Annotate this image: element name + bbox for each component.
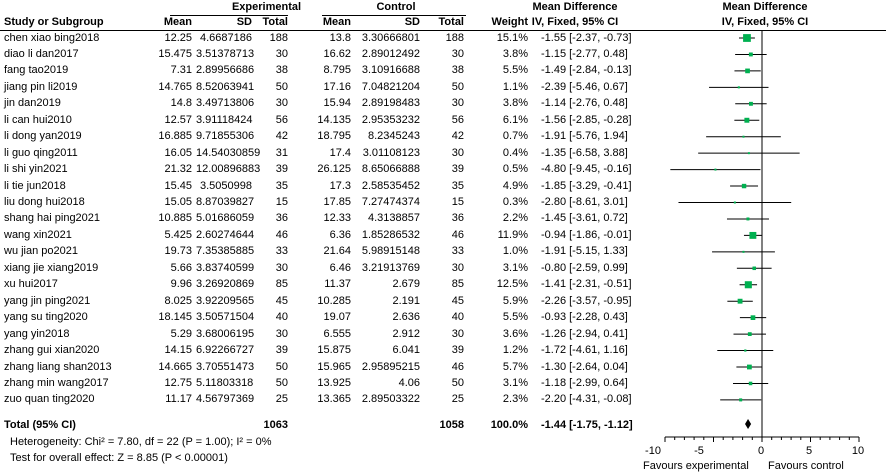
study-name: liu dong hui2018: [4, 196, 85, 208]
sd-experimental: 3.70551473: [196, 360, 255, 373]
weight: 11.9%: [497, 228, 528, 241]
ci-text: -1.45 [-3.61, 0.72]: [541, 212, 628, 225]
column-header-mean-control: Mean: [322, 16, 351, 28]
mean-experimental: 12.75: [164, 376, 192, 389]
ci-text: -1.30 [-2.64, 0.04]: [541, 360, 628, 373]
study-name: li can hui2010: [4, 113, 72, 126]
total-experimental: 50: [275, 376, 288, 389]
mean-experimental: 11.17: [165, 393, 192, 406]
total-experimental: 56: [275, 113, 288, 126]
sd-control: 7.04821204: [361, 80, 420, 93]
study-name: yang jin ping2021: [4, 294, 91, 307]
mean-experimental: 14.665: [158, 360, 192, 373]
total-control: 35: [451, 179, 464, 192]
mean-control: 15.965: [317, 360, 351, 373]
mean-experimental: 12.57: [164, 113, 192, 126]
weight: 3.8%: [502, 97, 528, 110]
column-header-md-method-right: IV, Fixed, 95% CI: [721, 16, 809, 28]
ci-text: -2.20 [-4.31, -0.08]: [541, 393, 632, 406]
column-header-weight: Weight: [491, 16, 528, 28]
ci-text: -1.41 [-2.31, -0.51]: [541, 278, 632, 291]
mean-experimental: 18.145: [158, 311, 192, 324]
study-name: jin dan2019: [4, 97, 61, 110]
study-name: li shi yin2021: [4, 163, 68, 176]
study-marker: [744, 118, 749, 123]
mean-control: 17.16: [323, 80, 351, 93]
sd-control: 8.2345243: [368, 130, 420, 143]
study-name: fang tao2019: [4, 64, 69, 77]
study-name: yang su ting2020: [4, 311, 88, 324]
total-control: 25: [451, 393, 464, 406]
total-control: 36: [451, 212, 464, 225]
total-experimental: 35: [275, 179, 288, 192]
column-header-study: Study or Subgroup: [4, 16, 104, 28]
ci-text: -1.91 [-5.15, 1.33]: [541, 245, 628, 258]
mean-experimental: 7.31: [170, 64, 192, 77]
total-control: 50: [451, 80, 464, 93]
study-marker: [714, 169, 716, 171]
total-experimental: 25: [275, 393, 288, 406]
ci-text: -1.85 [-3.29, -0.41]: [541, 179, 632, 192]
study-marker: [748, 332, 752, 336]
weight: 3.8%: [502, 47, 528, 60]
total-experimental: 50: [275, 80, 288, 93]
total-control: 46: [451, 228, 464, 241]
mean-control: 21.64: [323, 245, 351, 258]
study-marker: [746, 217, 749, 220]
mean-experimental: 14.15: [164, 344, 192, 357]
study-marker: [738, 299, 743, 304]
study-name: li guo qing2011: [4, 146, 78, 159]
favours-experimental-label: Favours experimental: [643, 460, 749, 472]
sd-experimental: 8.52063941: [196, 80, 255, 93]
column-header-total-control: Total: [438, 16, 464, 28]
mean-control: 10.285: [317, 294, 351, 307]
sd-control: 2.95353232: [361, 113, 420, 126]
total-experimental: 30: [275, 261, 288, 274]
weight: 3.1%: [502, 261, 528, 274]
sd-control: 2.89198483: [361, 97, 420, 110]
mean-experimental: 16.885: [158, 130, 192, 143]
total-control: 30: [451, 47, 464, 60]
sd-experimental: 4.6687186: [200, 31, 252, 44]
weight: 5.5%: [502, 64, 528, 77]
sd-experimental: 3.51378713: [196, 47, 255, 60]
study-name: wang xin2021: [4, 228, 72, 241]
x-tick-label-neg10: -10: [645, 445, 661, 457]
sd-experimental: 3.68006195: [196, 327, 255, 340]
sd-experimental: 3.50571504: [196, 311, 255, 324]
weight: 1.0%: [502, 245, 528, 258]
study-name: zhang min wang2017: [4, 376, 109, 389]
study-name: yang yin2018: [4, 327, 70, 340]
x-tick-label-0: 0: [757, 445, 765, 457]
sd-control: 2.89012492: [361, 47, 420, 60]
weight: 1.2%: [502, 344, 528, 357]
sd-experimental: 8.87039827: [196, 196, 255, 208]
ci-text: -1.55 [-2.37, -0.73]: [541, 31, 632, 44]
group-header-experimental: Experimental: [231, 1, 302, 13]
mean-control: 17.3: [329, 179, 351, 192]
total-control: 39: [451, 344, 464, 357]
weight: 0.7%: [502, 130, 528, 143]
study-marker: [747, 365, 752, 370]
sd-control: 2.912: [392, 327, 420, 340]
group-header-md-left: Mean Difference: [532, 1, 618, 13]
total-control: 30: [451, 97, 464, 110]
sd-experimental: 12.00896883: [196, 163, 261, 176]
overall-effect-text: Test for overall effect: Z = 8.85 (P < 0.00001): [10, 452, 228, 464]
total-ci-text: -1.44 [-1.75, -1.12]: [541, 419, 633, 431]
mean-control: 6.36: [329, 228, 351, 241]
study-marker: [742, 184, 746, 188]
study-marker: [749, 382, 753, 386]
total-control: 40: [451, 311, 464, 324]
sd-control: 2.89503322: [361, 393, 420, 406]
sd-experimental: 5.01686059: [196, 212, 255, 225]
ci-text: -2.26 [-3.57, -0.95]: [541, 294, 632, 307]
study-marker: [734, 202, 736, 204]
sd-experimental: 4.56797369: [196, 393, 255, 406]
sd-control: 4.06: [398, 376, 420, 389]
total-experimental: 42: [275, 130, 288, 143]
mean-experimental: 19.73: [164, 245, 192, 258]
sd-experimental: 2.89956686: [196, 64, 255, 77]
total-control: 42: [451, 130, 464, 143]
study-name: xu hui2017: [4, 278, 58, 291]
study-marker: [749, 53, 753, 57]
study-name: li tie jun2018: [4, 179, 66, 192]
study-name: zhang gui xian2020: [4, 344, 100, 357]
total-experimental: 30: [275, 47, 288, 60]
study-name: xiang jie xiang2019: [4, 261, 99, 274]
sd-control: 3.01108123: [362, 146, 420, 159]
mean-control: 13.365: [317, 393, 351, 406]
weight: 15.1%: [496, 31, 528, 44]
mean-control: 13.925: [317, 376, 351, 389]
mean-experimental: 16.05: [164, 146, 192, 159]
mean-experimental: 12.25: [164, 31, 192, 44]
mean-control: 15.875: [317, 344, 351, 357]
mean-control: 26.125: [317, 163, 351, 176]
total-experimental: 39: [275, 344, 288, 357]
mean-control: 6.555: [323, 327, 351, 340]
study-name: jiang pin li2019: [4, 80, 78, 93]
weight: 2.3%: [502, 393, 528, 406]
sd-control: 2.191: [392, 294, 420, 307]
sd-experimental: 3.49713806: [196, 97, 255, 110]
x-tick-label-5: 5: [805, 445, 813, 457]
ci-text: -2.39 [-5.46, 0.67]: [541, 80, 628, 93]
weight: 5.5%: [502, 311, 528, 324]
total-control: 50: [451, 376, 464, 389]
study-marker: [749, 102, 753, 106]
x-tick-label-10: 10: [851, 445, 865, 457]
ci-text: -1.35 [-6.58, 3.88]: [541, 146, 628, 159]
sd-control: 3.30666801: [361, 31, 420, 44]
mean-control: 13.8: [329, 31, 351, 44]
column-header-total-experimental: Total: [262, 16, 288, 28]
total-control: 38: [451, 64, 464, 77]
mean-experimental: 5.66: [170, 261, 192, 274]
sd-control: 3.10916688: [361, 64, 420, 77]
total-experimental: 36: [275, 212, 288, 225]
mean-control: 14.135: [317, 113, 351, 126]
ci-text: -1.72 [-4.61, 1.16]: [541, 344, 628, 357]
total-weight: 100.0%: [490, 419, 528, 431]
mean-control: 18.795: [317, 130, 351, 143]
ci-text: -0.80 [-2.59, 0.99]: [541, 261, 628, 274]
sd-control: 5.98915148: [361, 245, 420, 258]
total-control: 30: [451, 261, 464, 274]
weight: 0.5%: [502, 163, 528, 176]
total-experimental: 30: [275, 97, 288, 110]
study-marker: [738, 86, 740, 88]
total-control: 39: [451, 163, 464, 176]
total-experimental: 45: [275, 294, 288, 307]
total-experimental: 38: [275, 64, 288, 77]
weight: 4.9%: [502, 179, 528, 192]
total-control: 45: [451, 294, 464, 307]
group-header-control: Control: [376, 1, 416, 13]
sd-experimental: 2.60274644: [196, 228, 255, 241]
total-experimental: 33: [275, 245, 288, 258]
total-label: Total (95% CI): [4, 419, 76, 431]
pooled-diamond: [745, 419, 751, 429]
sd-control: 2.58535452: [361, 179, 420, 192]
total-experimental: 39: [275, 163, 288, 176]
mean-experimental: 14.8: [170, 97, 192, 110]
total-control: 56: [451, 113, 464, 126]
ci-text: -1.15 [-2.77, 0.48]: [541, 47, 628, 60]
x-tick-label-neg5: -5: [694, 445, 704, 457]
sd-control: 2.636: [392, 311, 420, 324]
weight: 12.5%: [496, 278, 528, 291]
column-header-sd-experimental: SD: [236, 16, 252, 28]
weight: 1.1%: [502, 80, 528, 93]
sd-experimental: 9.71855306: [196, 130, 255, 143]
mean-experimental: 15.475: [158, 47, 192, 60]
study-marker: [752, 267, 756, 271]
mean-experimental: 10.885: [158, 212, 192, 225]
total-experimental: 15: [275, 196, 288, 208]
mean-experimental: 15.45: [164, 179, 192, 192]
total-control: 46: [451, 360, 464, 373]
study-name: zuo quan ting2020: [4, 393, 95, 406]
total-experimental: 188: [269, 31, 288, 44]
sd-control: 7.27474374: [361, 196, 420, 208]
mean-experimental: 21.32: [164, 163, 192, 176]
sd-control: 6.041: [392, 344, 420, 357]
total-experimental: 46: [275, 228, 288, 241]
study-name: shang hai ping2021: [4, 212, 101, 225]
total-experimental: 85: [275, 278, 288, 291]
mean-experimental: 8.025: [164, 294, 192, 307]
total-experimental: 40: [275, 311, 288, 324]
weight: 5.7%: [502, 360, 528, 373]
group-header-md-right: Mean Difference: [722, 1, 808, 13]
study-marker: [743, 34, 751, 42]
sd-control: 4.3138857: [368, 212, 420, 225]
mean-control: 19.07: [323, 311, 351, 324]
ci-text: -1.91 [-5.76, 1.94]: [541, 130, 628, 143]
weight: 2.2%: [502, 212, 528, 225]
study-marker: [748, 152, 750, 154]
mean-control: 17.85: [323, 196, 351, 208]
mean-experimental: 14.765: [158, 80, 192, 93]
study-marker: [749, 232, 756, 239]
sd-experimental: 7.35385885: [196, 245, 255, 258]
total-control: 30: [451, 146, 464, 159]
study-marker: [744, 349, 746, 351]
study-name: chen xiao bing2018: [4, 31, 100, 44]
ci-text: -1.14 [-2.76, 0.48]: [541, 97, 628, 110]
mean-experimental: 9.96: [170, 278, 192, 291]
total-n-control: 1058: [439, 419, 464, 431]
column-header-md-method-left: IV, Fixed, 95% CI: [531, 16, 619, 28]
ci-text: -0.93 [-2.28, 0.43]: [541, 311, 628, 324]
favours-control-label: Favours control: [768, 460, 844, 472]
ci-text: -4.80 [-9.45, -0.16]: [541, 163, 632, 176]
heterogeneity-text: Heterogeneity: Chi² = 7.80, df = 22 (P = 1.00); I² = 0%: [10, 436, 272, 448]
mean-control: 8.795: [323, 64, 351, 77]
study-name: wu jian po2021: [4, 245, 79, 258]
sd-experimental: 3.83740599: [196, 261, 255, 274]
total-experimental: 30: [275, 327, 288, 340]
study-marker: [751, 315, 756, 320]
study-marker: [742, 136, 744, 138]
sd-experimental: 3.92209565: [196, 294, 255, 307]
mean-experimental: 15.05: [164, 196, 192, 208]
weight: 0.4%: [502, 146, 528, 159]
study-marker: [742, 251, 744, 253]
mean-experimental: 5.29: [170, 327, 192, 340]
mean-control: 12.33: [323, 212, 351, 225]
weight: 3.6%: [502, 327, 528, 340]
study-name: li dong yan2019: [4, 130, 82, 143]
weight: 5.9%: [502, 294, 528, 307]
sd-control: 1.85286532: [361, 228, 420, 241]
mean-control: 17.4: [329, 146, 351, 159]
weight: 0.3%: [502, 196, 528, 208]
study-marker: [745, 69, 750, 74]
sd-experimental: 3.26920869: [196, 278, 255, 291]
total-experimental: 50: [275, 360, 288, 373]
sd-experimental: 6.92266727: [196, 344, 255, 357]
study-name: diao li dan2017: [4, 47, 79, 60]
sd-control: 3.21913769: [361, 261, 420, 274]
weight: 6.1%: [502, 113, 528, 126]
total-control: 33: [451, 245, 464, 258]
total-control: 188: [445, 31, 464, 44]
column-header-mean-experimental: Mean: [163, 16, 192, 28]
study-name: zhang liang shan2013: [4, 360, 112, 373]
sd-experimental: 5.11803318: [196, 376, 254, 389]
sd-experimental: 3.91118424: [196, 113, 253, 126]
total-control: 15: [451, 196, 464, 208]
sd-experimental: 3.5050998: [200, 179, 252, 192]
study-marker: [745, 281, 752, 288]
ci-text: -1.26 [-2.94, 0.41]: [541, 327, 628, 340]
sd-experimental: 14.54030859: [196, 146, 261, 159]
sd-control: 2.95895215: [361, 360, 420, 373]
mean-control: 15.94: [323, 97, 351, 110]
ci-text: -1.56 [-2.85, -0.28]: [541, 113, 632, 126]
sd-control: 2.679: [392, 278, 420, 291]
mean-experimental: 5.425: [164, 228, 192, 241]
column-header-sd-control: SD: [404, 16, 420, 28]
total-control: 85: [451, 278, 464, 291]
ci-text: -2.80 [-8.61, 3.01]: [541, 196, 628, 208]
ci-text: -1.49 [-2.84, -0.13]: [541, 64, 632, 77]
ci-text: -1.18 [-2.99, 0.64]: [541, 376, 628, 389]
study-marker: [739, 398, 742, 401]
total-experimental: 31: [275, 146, 288, 159]
mean-control: 11.37: [324, 278, 351, 291]
weight: 3.1%: [502, 376, 528, 389]
mean-control: 16.62: [323, 47, 351, 60]
mean-control: 6.46: [329, 261, 351, 274]
total-n-experimental: 1063: [263, 419, 288, 431]
ci-text: -0.94 [-1.86, -0.01]: [541, 228, 632, 241]
total-control: 30: [451, 327, 464, 340]
sd-control: 8.65066888: [361, 163, 420, 176]
